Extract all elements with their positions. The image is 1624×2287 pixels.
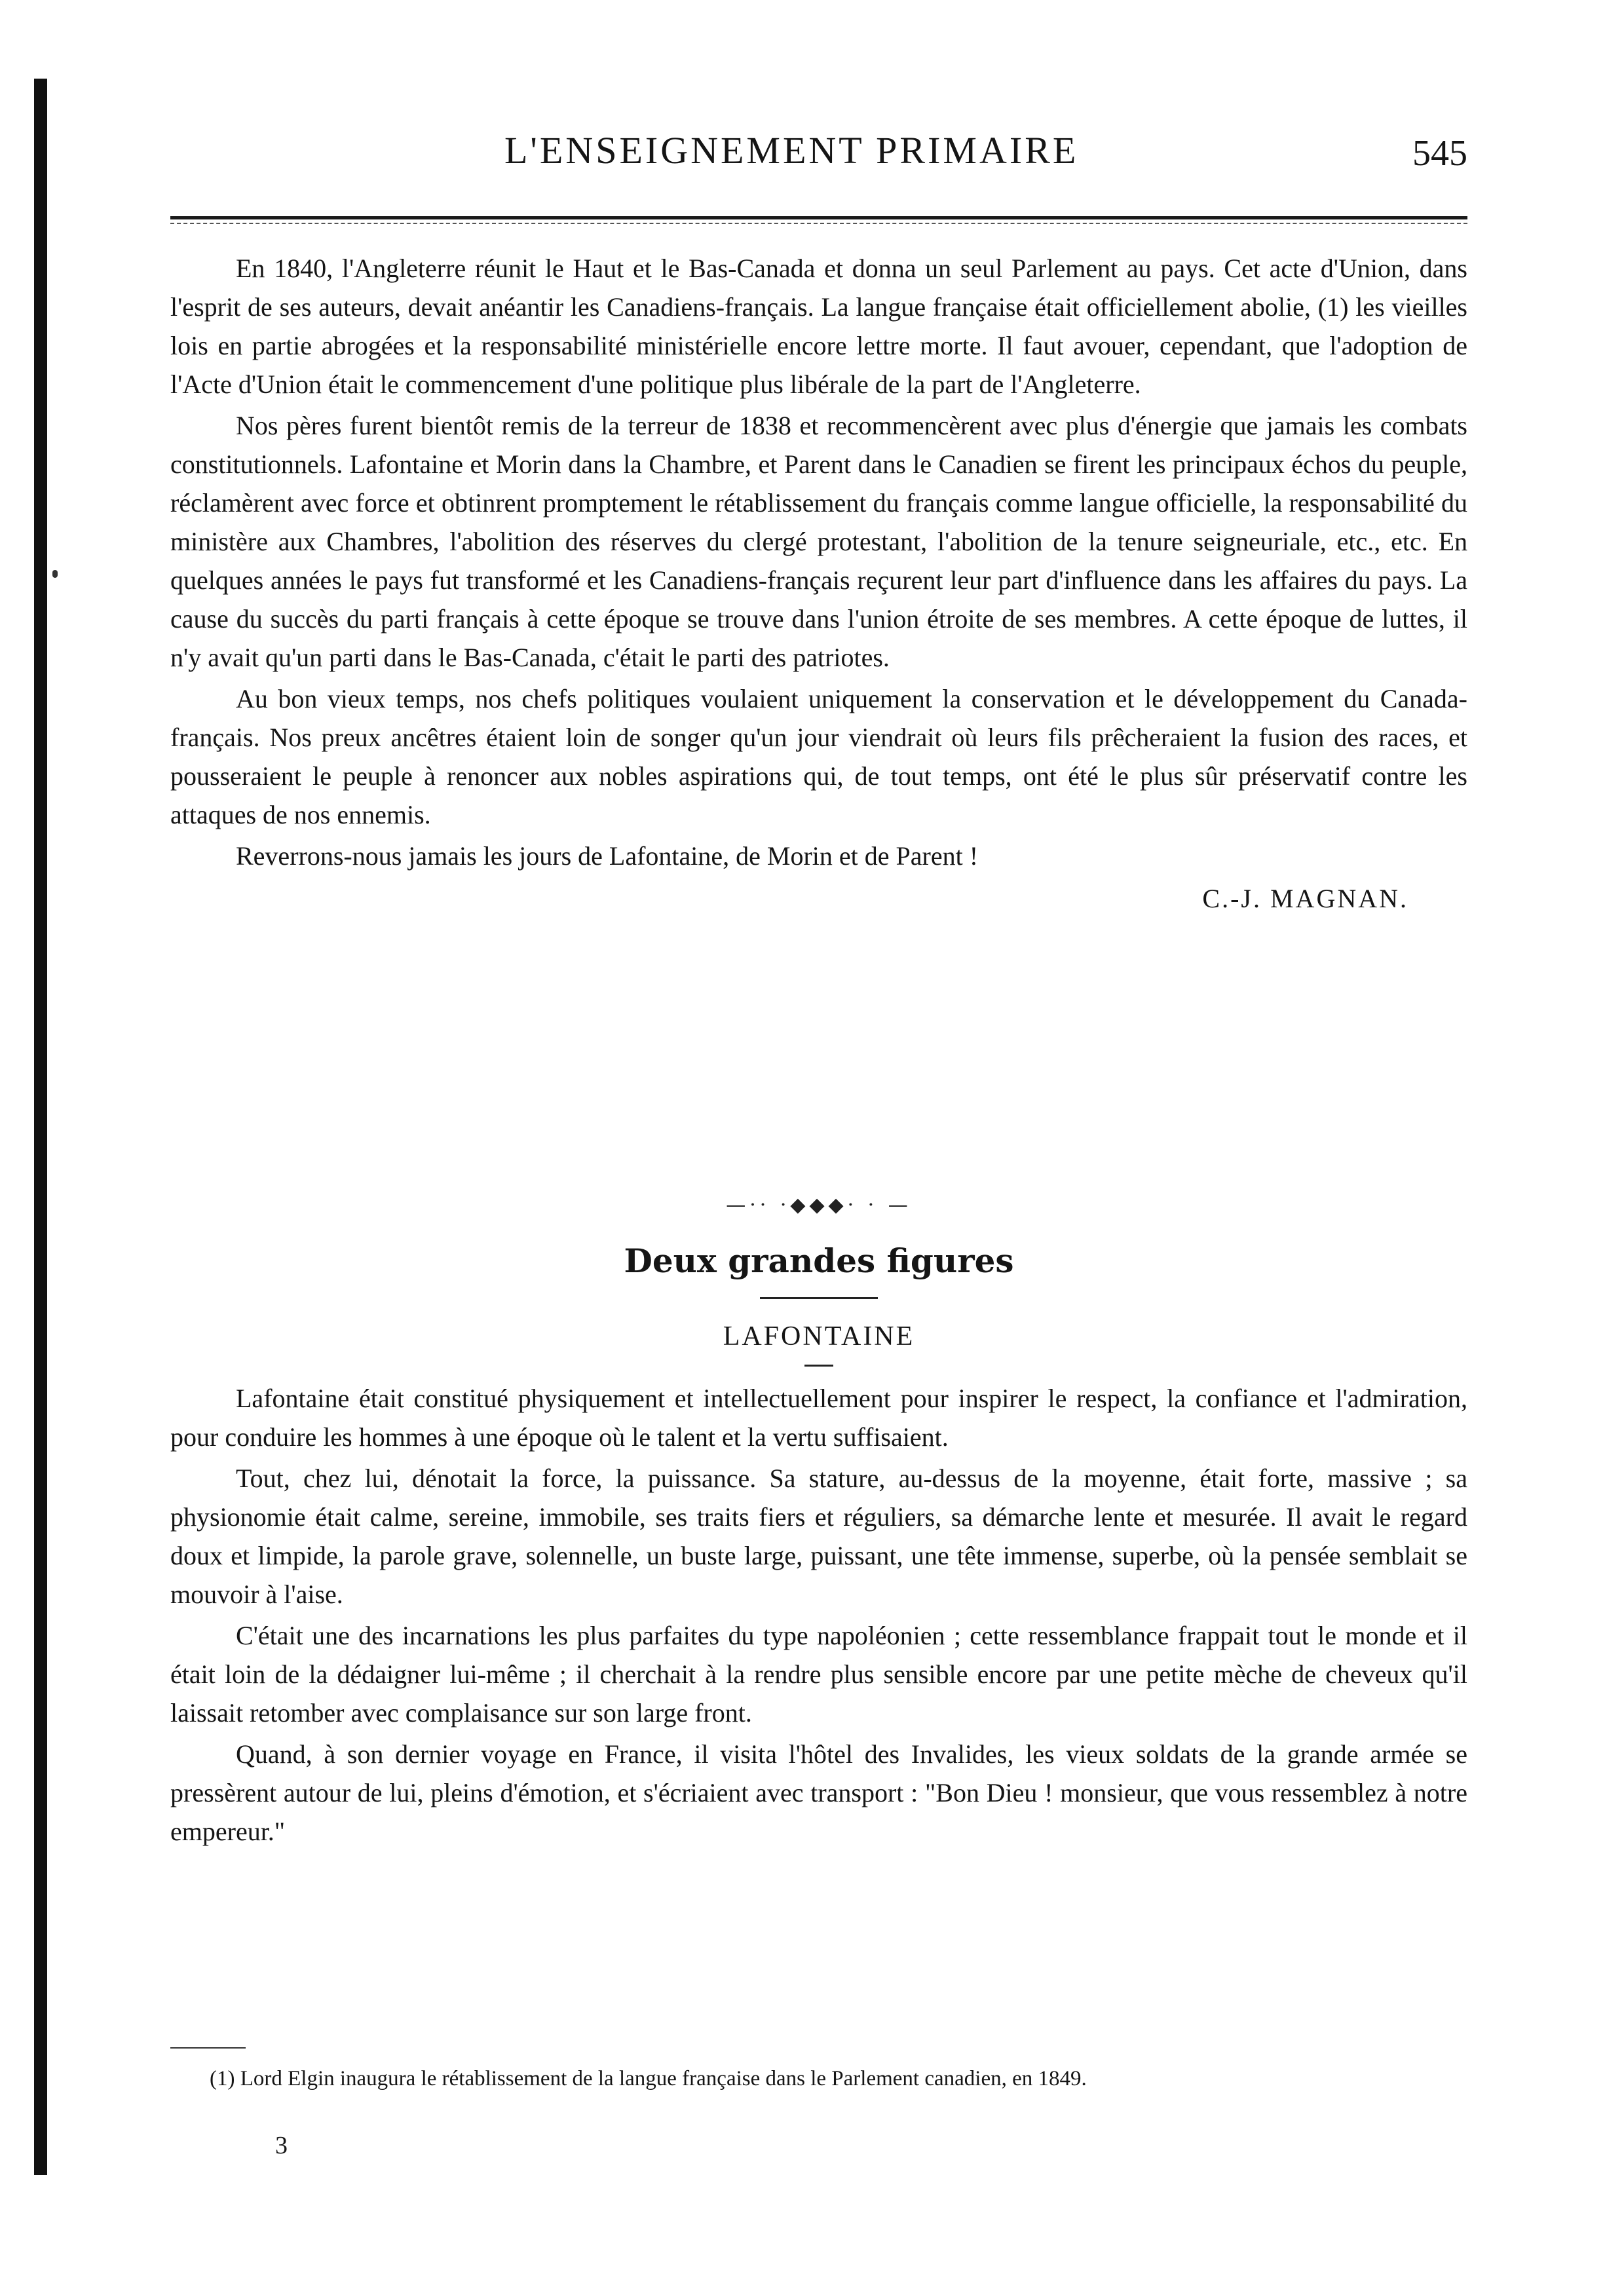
scan-binding-edge	[34, 79, 47, 2175]
scan-speck	[52, 570, 58, 578]
page-number: 545	[1412, 133, 1467, 174]
journal-page	[170, 124, 1467, 2208]
title-rule	[760, 1297, 878, 1299]
footnote-rule	[170, 2047, 246, 2049]
running-header	[170, 124, 1467, 197]
paragraph: Lafontaine était constitué physiquement et intellectuellement pour inspirer le respect, la confiance et l'admiration, pour conduire les hommes à une époque où le talent et la vertu suffisaient.	[170, 1384, 1467, 1452]
subheading-dash	[804, 1365, 833, 1367]
paragraph: En 1840, l'Angleterre réunit le Haut et le Bas-Canada et donna un seul Parlement au pays. Cet acte d'Union, dans l'esprit de ses auteurs, devait anéantir les Canadiens-français. La langue française était officiellement abolie, (1) les vieilles lois en partie abrogées et la responsabilité ministérielle encore lettre morte. Il faut avouer, cependant, que l'adoption de l'Acte d'Union était le commencement d'une politique plus libérale de la part de l'Angleterre.	[170, 254, 1467, 399]
subheading: LAFONTAINE	[723, 1321, 915, 1351]
paragraph: Nos pères furent bientôt remis de la terreur de 1838 et recommencèrent avec plus d'énergie que jamais les combats constitutionnels. Lafontaine et Morin dans la Chambre, et Parent dans le Canadien se firent les principaux échos du peuple, réclamèrent avec force et obtinrent promptement le rétablissement du français comme langue officielle, la responsabilité du ministère aux Chambres, l'abolition des réserves du clergé protestant, l'abolition de la tenure seigneuriale, etc., etc. En quelques années le pays fut transformé et les Canadiens-français reçurent leur part d'influence dans les affaires du pays. La cause du succès du parti français à cette époque se trouve dans l'union étroite de ses membres. A cette époque de luttes, il n'y avait qu'un parti dans le Bas-Canada, c'était le parti des patriotes.	[170, 411, 1467, 672]
article-magnan	[170, 249, 1467, 918]
running-title: L'ENSEIGNEMENT PRIMAIRE	[504, 129, 1079, 172]
paragraph: C'était une des incarnations les plus parfaites du type napoléonien ; cette ressemblance frappait tout le monde et il était loin de la dédaigner lui-même ; il cherchait à la rendre plus sensible encore par une petite mèche de cheveux qu'il laissait retomber avec complaisance sur son large front.	[170, 1621, 1467, 1728]
section-ornament: —·· ·◆◆◆· · —	[726, 1194, 912, 1217]
signature-mark: 3	[275, 2132, 288, 2159]
article-lafontaine	[170, 1379, 1467, 1853]
header-rule	[170, 216, 1467, 219]
paragraph: Quand, à son dernier voyage en France, il visita l'hôtel des Invalides, les vieux soldats de la grande armée se pressèrent autour de lui, pleins d'émotion, et s'écriaient avec transport : "Bon Dieu ! monsieur, que vous ressemblez à notre empereur."	[170, 1739, 1467, 1846]
paragraph: Au bon vieux temps, nos chefs politiques voulaient uniquement la conservation et le développement du Canada-français. Nos preux ancêtres étaient loin de songer qu'un jour viendrait où leurs fils prêcheraient la fusion des races, et pousseraient le peuple à renoncer aux nobles aspirations qui, de tout temps, ont été le plus sûr préservatif contre les attaques de nos ennemis.	[170, 684, 1467, 829]
author-signature: C.-J. MAGNAN.	[1202, 884, 1408, 913]
section-title: Deux grandes figures	[624, 1241, 1014, 1280]
footnote: (1) Lord Elgin inaugura le rétablissement de la langue française dans le Parlement canadien, en 1849.	[210, 2067, 1087, 2090]
paragraph: Reverrons-nous jamais les jours de Lafontaine, de Morin et de Parent !	[236, 841, 979, 871]
paragraph: Tout, chez lui, dénotait la force, la puissance. Sa stature, au-dessus de la moyenne, était forte, massive ; sa physionomie était calme, sereine, immobile, ses traits fiers et réguliers, sa démarche lente et mesurée. Il avait le regard doux et limpide, la parole grave, solennelle, un buste large, puissant, une tête immense, superbe, où la pensée semblait se mouvoir à l'aise.	[170, 1464, 1467, 1609]
header-rule-dashed	[170, 223, 1467, 224]
